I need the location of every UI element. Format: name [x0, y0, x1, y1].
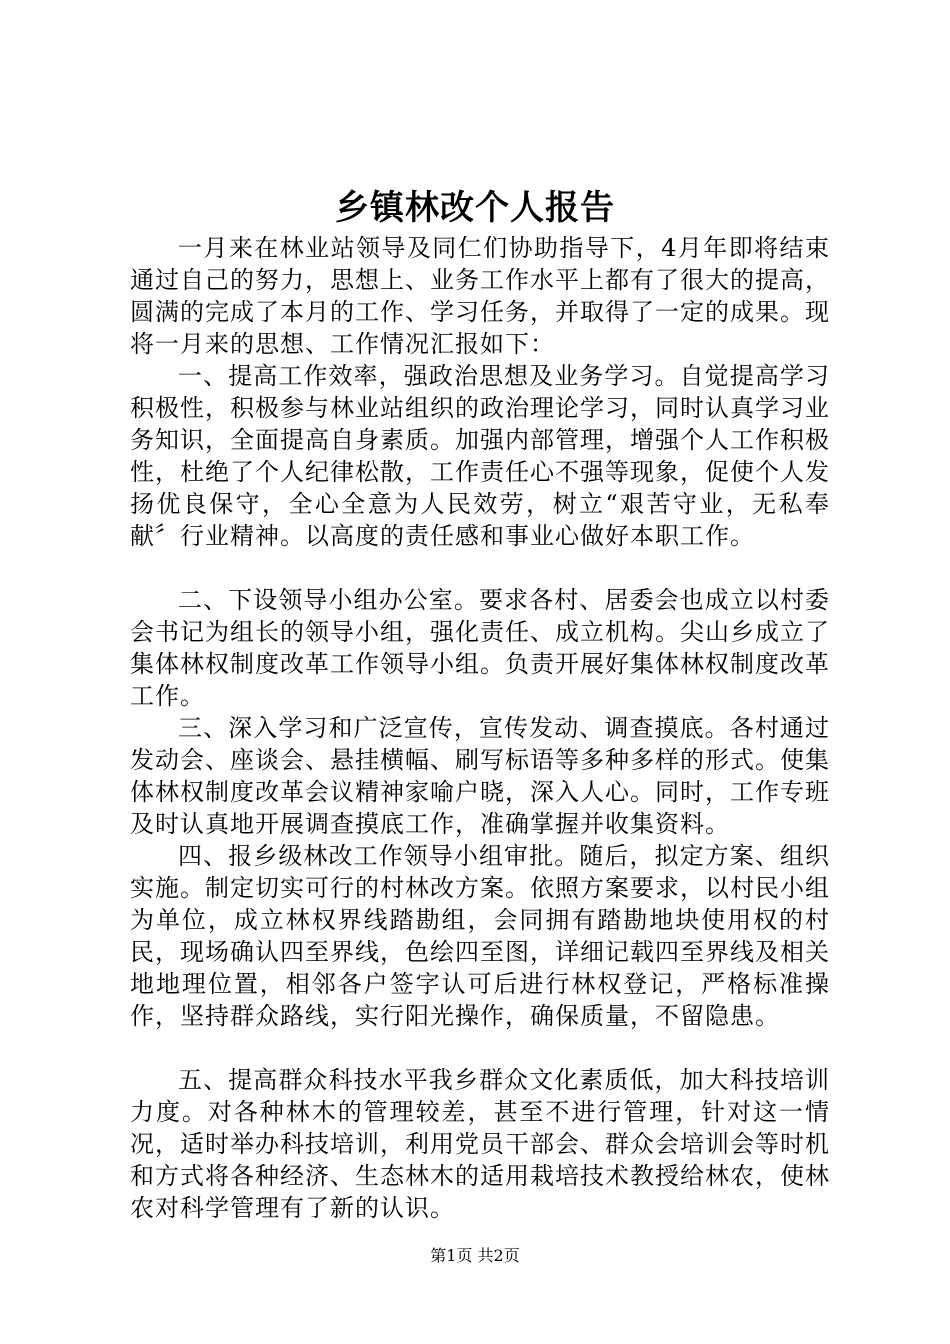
section-four-paragraph: 四、报乡级林改工作领导小组审批。随后，拟定方案、组织实施。制定切实可行的村林改方案。依照方案要求，以村民小组为单位，成立林权界线踏勘组，会同拥有踏勘地块使用权的村民，现场确认四至界线，色绘四至图，详细记载四至界线及相关地地理位置，相邻各户签字认可后进行林权登记，严格标准操作，坚持群众路线，实行阳光操作，确保质量，不留隐患。	[130, 842, 830, 1030]
section-two-paragraph: 二、下设领导小组办公室。要求各村、居委会也成立以村委会书记为组长的领导小组，强化责任、成立机构。尖山乡成立了集体林权制度改革工作领导小组。负责开展好集体林权制度改革工作。	[130, 586, 830, 710]
page-title: 乡镇林改个人报告	[335, 188, 615, 228]
intro-paragraph: 一月来在林业站领导及同仁们协助指导下，4月年即将结束通过自己的努力，思想上、业务工作水平上都有了很大的提高，圆满的完成了本月的工作、学习任务，并取得了一定的成果。现将一月来的思想、工作情况汇报如下：	[130, 234, 830, 358]
document-body	[130, 232, 830, 1224]
section-three-paragraph: 三、深入学习和广泛宣传，宣传发动、调查摸底。各村通过发动会、座谈会、悬挂横幅、刷写标语等多种多样的形式。使集体林权制度改革会议精神家喻户晓，深入人心。同时，工作专班及时认真地开展调查摸底工作，准确掌握并收集资料。	[130, 714, 830, 838]
page-number-footer: 第1页 共2页	[430, 1246, 520, 1265]
section-five-paragraph: 五、提高群众科技水平我乡群众文化素质低，加大科技培训力度。对各种林木的管理较差，甚至不进行管理，针对这一情况，适时举办科技培训，利用党员干部会、群众会培训会等时机和方式将各种经济、生态林木的适用栽培技术教授给林农，使林农对科学管理有了新的认识。	[130, 1066, 830, 1222]
section-one-paragraph: 一、提高工作效率，强政治思想及业务学习。自觉提高学习积极性，积极参与林业站组织的政治理论学习，同时认真学习业务知识，全面提高自身素质。加强内部管理，增强个人工作积极性，杜绝了个人纪律松散，工作责任心不强等现象，促使个人发扬优良保守，全心全意为人民效劳，树立“艰苦守业，无私奉献〞行业精神。以高度的责任感和事业心做好本职工作。	[130, 362, 830, 550]
